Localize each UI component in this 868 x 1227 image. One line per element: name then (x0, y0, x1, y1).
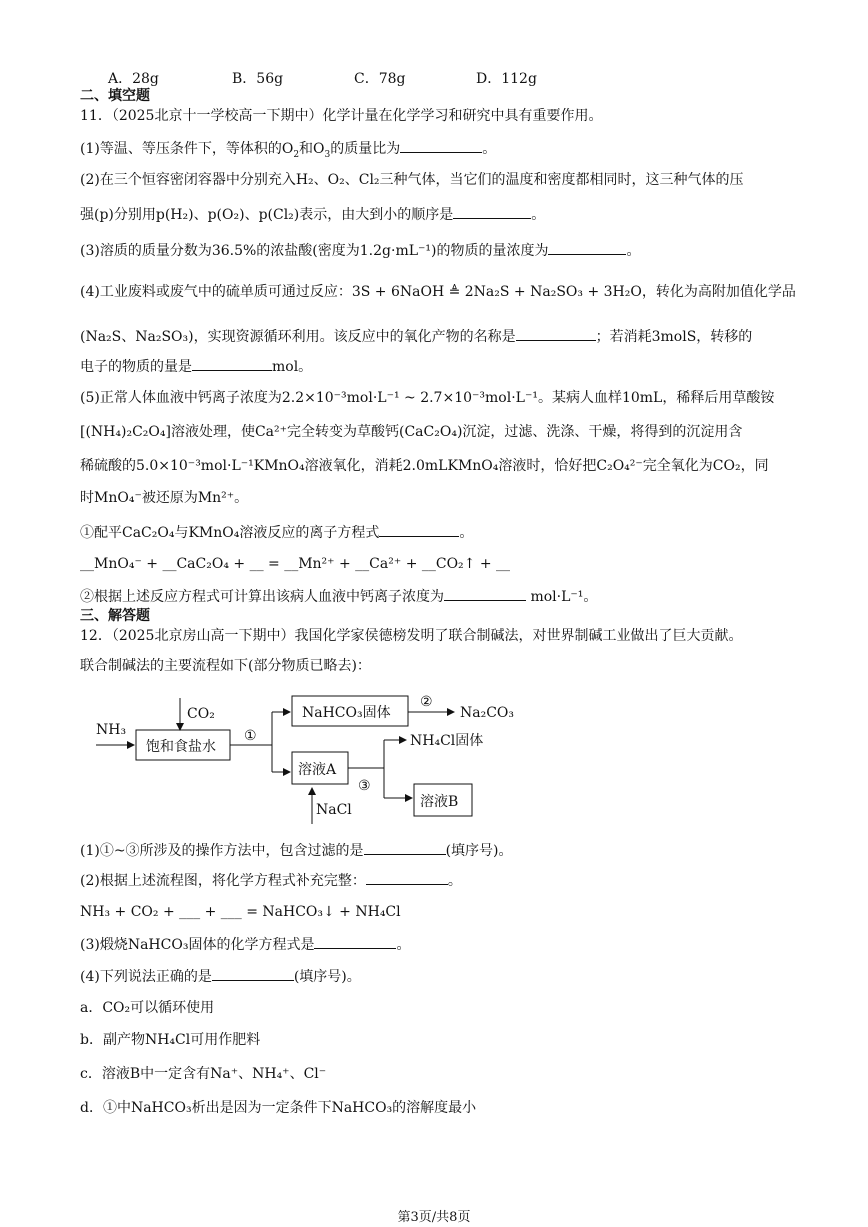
q11-part4-line3: 电子的物质的量是 mol。 (80, 356, 312, 377)
q12-part4: (4)下列说法正确的是 (填序号)。 (80, 966, 361, 987)
option-d: D．112g (476, 71, 537, 87)
flow-solution-b: 溶液B (420, 794, 459, 810)
q12-part1: (1)①~③所涉及的操作方法中，包含过滤的是 (填序号)。 (80, 840, 513, 861)
flow-nahco3-solid: NaHCO₃固体 (302, 705, 391, 721)
q12-intro-line1: 12．（2025北京房山高一下期中）我国化学家侯德榜发明了联合制碱法，对世界制碱工业做出了巨大贡献。 (80, 628, 743, 644)
page-footer: 第3页/共8页 (397, 1210, 471, 1225)
flow-co2: CO₂ (187, 706, 215, 722)
flow-diagram (80, 690, 560, 830)
q11-sub1: ①配平CaC₂O₄与KMnO₄溶液反应的离子方程式 。 (80, 522, 473, 543)
q11-intro: 11．（2025北京十一学校高一下期中）化学计量在化学学习和研究中具有重要作用。 (80, 108, 603, 124)
q11-part2-line1: (2)在三个恒容密闭容器中分别充入H₂、O₂、Cl₂三种气体，当它们的温度和密度都相同时，这三种气体的压 (80, 172, 744, 188)
q11-part2-line2: 强(p)分别用p(H₂)、p(O₂)、p(Cl₂)表示，由大到小的顺序是 。 (80, 204, 545, 225)
q11-equation: __MnO₄⁻ + __CaC₂O₄ + __ = __Mn²⁺ + __Ca²⁺ + __CO₂↑ + __ (80, 556, 511, 572)
flow-step3: ③ (358, 778, 371, 794)
flow-nacl: NaCl (316, 802, 352, 818)
option-b: B．56g (232, 71, 284, 87)
section-heading-answer: 三、解答题 (80, 608, 150, 624)
q12-option-c: c．溶液B中一定含有Na⁺、NH₄⁺、Cl⁻ (80, 1066, 327, 1082)
q11-part5-line4: 时MnO₄⁻被还原为Mn²⁺。 (80, 490, 249, 506)
q12-part3: (3)煅烧NaHCO₃固体的化学方程式是 。 (80, 934, 410, 955)
flow-step1: ① (244, 728, 257, 744)
flow-step2: ② (420, 694, 433, 710)
q11-part5-line2: [(NH₄)₂C₂O₄]溶液处理，使Ca²⁺完全转变为草酸钙(CaC₂O₄)沉淀，过滤、洗涤、干燥，将得到的沉淀用含 (80, 424, 743, 440)
option-c: C．78g (354, 71, 406, 87)
q11-part1: (1)等温、等压条件下，等体积的$O_2$和$O_3$的质量比为 。 (80, 138, 496, 165)
q12-option-d: d．①中NaHCO₃析出是因为一定条件下NaHCO₃的溶解度最小 (80, 1100, 477, 1116)
q12-option-b: b．副产物NH₄Cl可用作肥料 (80, 1032, 261, 1048)
option-a: A．28g (108, 71, 159, 87)
q11-part3: (3)溶质的质量分数为36.5%的浓盐酸(密度为1.2g·mL⁻¹)的物质的量浓度为 。 (80, 240, 640, 261)
flow-na2co3: Na₂CO₃ (460, 705, 515, 721)
q12-intro-line2: 联合制碱法的主要流程如下(部分物质已略去)： (80, 658, 371, 674)
flow-nh4cl-solid: NH₄Cl固体 (410, 733, 484, 749)
section-heading-fill-in: 二、填空题 (80, 88, 150, 104)
flow-brine: 饱和食盐水 (146, 739, 216, 755)
q12-part2: (2)根据上述流程图，将化学方程式补充完整： 。 (80, 870, 462, 891)
q12-option-a: a．CO₂可以循环使用 (80, 1000, 215, 1016)
q12-part2-equation: NH₃ + CO₂ + ___ + ___ = NaHCO₃↓ + NH₄Cl (80, 904, 401, 920)
flow-solution-a: 溶液A (298, 762, 337, 778)
q11-sub2: ②根据上述反应方程式可计算出该病人血液中钙离子浓度为 mol·L⁻¹。 (80, 586, 597, 607)
flow-nh3: NH₃ (96, 722, 127, 738)
q11-part4-line1: (4)工业废料或废气中的硫单质可通过反应：3S + 6NaOH ≜ 2Na₂S + Na₂SO₃ + 3H₂O，转化为高附加值化学品 (80, 284, 796, 300)
q11-part5-line1: (5)正常人体血液中钙离子浓度为2.2×10⁻³mol·L⁻¹ ~ 2.7×10⁻³mol·L⁻¹。某病人血样10mL，稀释后用草酸铵 (80, 390, 775, 406)
q11-part5-line3: 稀硫酸的5.0×10⁻³mol·L⁻¹KMnO₄溶液氧化，消耗2.0mLKMnO₄溶液时，恰好把C₂O₄²⁻完全氧化为CO₂，同 (80, 458, 769, 474)
q11-part4-line2: (Na₂S、Na₂SO₃)，实现资源循环利用。该反应中的氧化产物的名称是 ；若消耗3molS，转移的 (80, 326, 752, 347)
